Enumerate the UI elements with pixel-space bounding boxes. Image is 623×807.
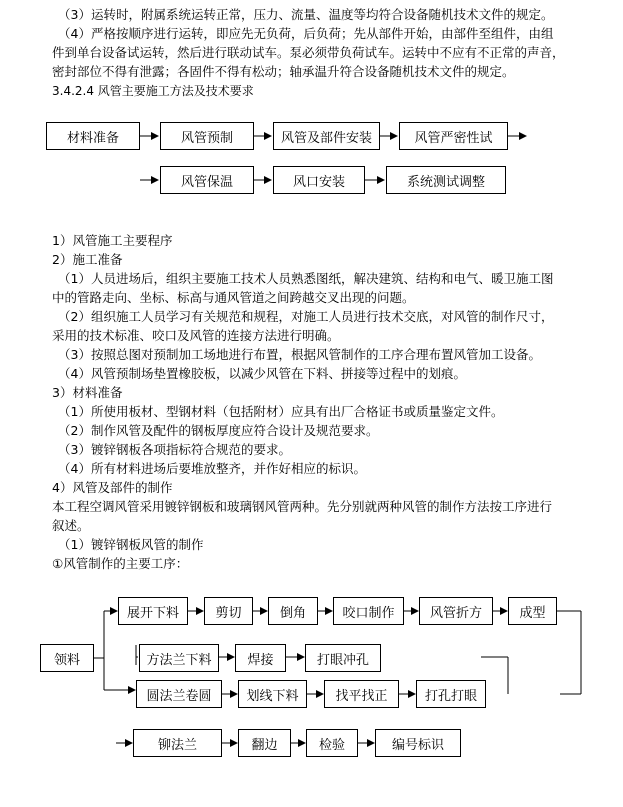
body-line: 3）材料准备	[52, 385, 123, 400]
flow-box-step: 风管折方	[419, 597, 493, 625]
flow-box-step: 倒角	[268, 597, 318, 625]
section-heading: 3.4.2.4 风管主要施工方法及技术要求	[52, 84, 254, 98]
flow-box-step: 剪切	[204, 597, 253, 625]
flow-box-vent-install: 风口安装	[273, 166, 365, 194]
flow-box-step: 编号标识	[375, 729, 461, 757]
flow-box-step: 圆法兰卷圆	[136, 680, 222, 708]
body-line: （2）制作风管及配件的钢板厚度应符合设计及规范要求。	[58, 423, 379, 438]
flow-box-material-prep: 材料准备	[46, 122, 140, 150]
flow-box-step: 划线下料	[238, 680, 307, 708]
para-line: 件到单台设备试运转，然后进行联动试车。泵必须带负荷试车。运转中不应有不正常的声音，	[52, 45, 565, 60]
body-line: （1）所使用板材、型钢材料（包括附材）应具有出厂合格证书或质量鉴定文件。	[58, 404, 504, 419]
flow-box-insulation: 风管保温	[160, 166, 254, 194]
body-line: 中的管路走向、坐标、标高与通风管道之间跨越交叉出现的问题。	[52, 290, 415, 305]
body-line: （1）人员进场后，组织主要施工技术人员熟悉图纸，解决建筑、结构和电气、暖卫施工图	[58, 271, 554, 286]
flow-box-step: 成型	[508, 597, 557, 625]
body-line: （2）组织施工人员学习有关规范和规程，对施工人员进行技术交底，对风管的制作尺寸，	[58, 309, 554, 324]
body-line: 采用的技术标准、咬口及风管的连接方法进行明确。	[52, 328, 340, 343]
flow-box-step: 焊接	[235, 644, 286, 672]
flow-box-step: 咬口制作	[333, 597, 404, 625]
flow-box-step: 打眼冲孔	[305, 644, 381, 672]
body-line: 1）风管施工主要程序	[52, 233, 173, 248]
flow-box-leak-test: 风管严密性试	[399, 122, 508, 150]
body-line: （4）风管预制场垫置橡胶板，以减少风管在下料、拼接等过程中的划痕。	[58, 366, 466, 381]
body-line: （3）镀锌钢板各项指标符合规范的要求。	[58, 442, 291, 457]
flow-box-step: 检验	[306, 729, 358, 757]
body-line: 叙述。	[52, 518, 90, 533]
para-line: （3）运转时，附属系统运转正常，压力、流量、温度等均符合设备随机技术文件的规定。	[58, 7, 554, 22]
flow-box-step: 打孔打眼	[416, 680, 486, 708]
para-line: 密封部位不得有泄露；各固件不得有松动；轴承温升符合设备随机技术文件的规定。	[52, 64, 515, 79]
body-line: ①风管制作的主要工序：	[52, 556, 189, 571]
flow-box-duct-prefab: 风管预制	[160, 122, 254, 150]
flow-box-step: 找平找正	[324, 680, 399, 708]
flow-box-duct-install: 风管及部件安装	[273, 122, 380, 150]
flow-box-step: 铆法兰	[133, 729, 222, 757]
flow-box-step: 方法兰下料	[139, 644, 219, 672]
body-line: （4）所有材料进场后要堆放整齐，并作好相应的标识。	[58, 461, 366, 476]
flow-box-start: 领料	[40, 644, 94, 672]
body-line: （1）镀锌钢板风管的制作	[58, 537, 204, 552]
flow-box-step: 翻边	[238, 729, 291, 757]
flow-box-step: 展开下料	[118, 597, 188, 625]
para-line: （4）严格按顺序进行运转，即应先无负荷，后负荷；先从部件开始，由部件至组件，由组	[58, 26, 554, 41]
body-line: 4）风管及部件的制作	[52, 480, 173, 495]
body-line: 2）施工准备	[52, 252, 123, 267]
body-line: 本工程空调风管采用镀锌钢板和玻璃钢风管两种。先分别就两种风管的制作方法按工序进行	[52, 499, 553, 514]
flow-box-system-test: 系统测试调整	[386, 166, 506, 194]
body-line: （3）按照总图对预制加工场地进行布置，根据风管制作的工序合理布置风管加工设备。	[58, 347, 541, 362]
